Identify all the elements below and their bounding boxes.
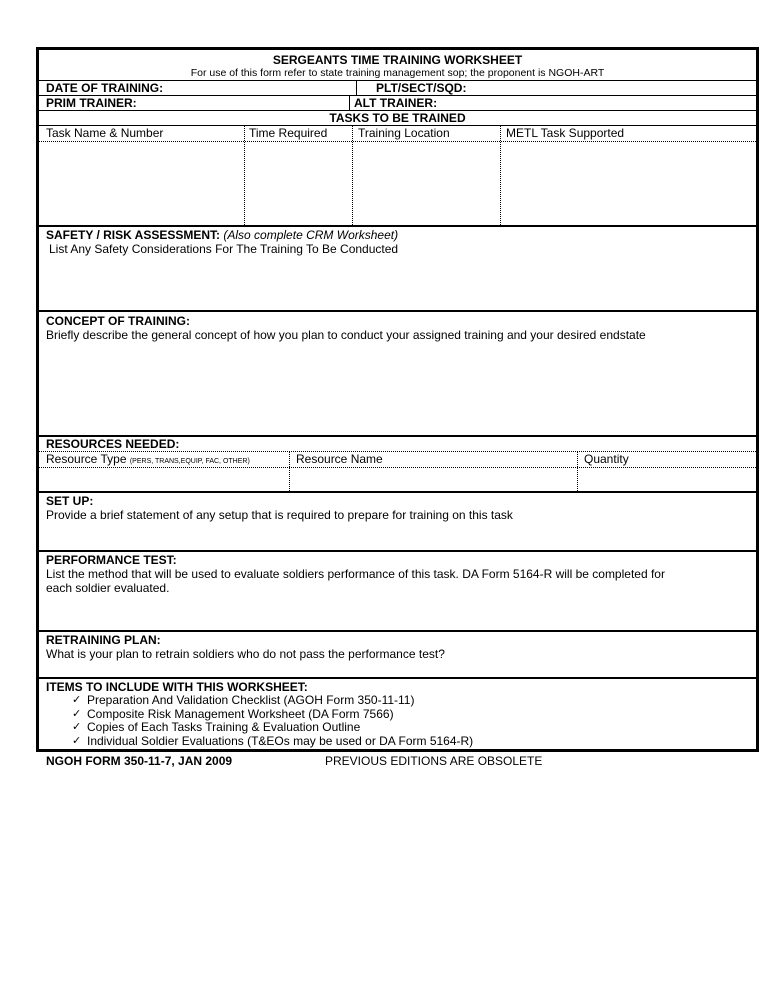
resource-type-label: Resource Type xyxy=(46,452,127,466)
performance-instructions-line2: each soldier evaluated. xyxy=(46,581,170,595)
setup-instructions: Provide a brief statement of any setup that is required to prepare for training on this task xyxy=(46,508,513,522)
safety-heading-note: (Also complete CRM Worksheet) xyxy=(223,228,399,242)
setup-heading: SET UP: xyxy=(46,494,94,508)
training-worksheet-form xyxy=(36,47,759,752)
quantity-column-header: Quantity xyxy=(584,452,629,466)
performance-heading: PERFORMANCE TEST: xyxy=(46,553,177,567)
resources-heading-row xyxy=(39,435,756,451)
checkmark-icon: ✓ xyxy=(72,734,82,747)
checkmark-icon: ✓ xyxy=(72,707,82,720)
concept-instructions: Briefly describe the general concept of how you plan to conduct your assigned training and your desired endstate xyxy=(46,328,646,342)
items-section xyxy=(39,677,756,749)
concept-section[interactable] xyxy=(39,310,756,435)
task-name-column-header: Task Name & Number xyxy=(46,126,164,140)
checkmark-icon: ✓ xyxy=(72,694,82,706)
setup-section[interactable] xyxy=(39,491,756,550)
safety-heading xyxy=(39,229,756,242)
items-heading: ITEMS TO INCLUDE WITH THIS WORKSHEET: xyxy=(46,680,308,694)
list-item: ✓ Copies of Each Tasks Training & Evaluation Outline xyxy=(72,720,361,734)
tasks-header-row xyxy=(39,125,756,141)
time-required-column-header: Time Required xyxy=(249,126,328,140)
retraining-instructions: What is your plan to retrain soldiers who do not pass the performance test? xyxy=(46,647,445,661)
resource-type-hint: (PERS, TRANS,EQUIP, FAC, OTHER) xyxy=(129,458,250,465)
list-item: ✓ Preparation And Validation Checklist (AGOH Form 350-11-11) xyxy=(72,693,415,707)
resources-entry-row[interactable] xyxy=(39,467,756,491)
retraining-section[interactable] xyxy=(39,630,756,677)
form-subtitle: For use of this form refer to state training management sop; the proponent is NGOH-ART xyxy=(190,67,605,79)
training-location-column-header: Training Location xyxy=(358,126,450,140)
list-item: ✓ Individual Soldier Evaluations (T&EOs may be used or DA Form 5164-R) xyxy=(72,733,474,748)
form-title: SERGEANTS TIME TRAINING WORKSHEET xyxy=(272,53,523,67)
prim-trainer-field[interactable]: PRIM TRAINER: xyxy=(46,96,137,110)
safety-heading-label: SAFETY / RISK ASSESSMENT: xyxy=(46,228,221,242)
metl-task-column-header: METL Task Supported xyxy=(506,126,625,140)
tasks-entry-area[interactable] xyxy=(39,141,756,225)
resource-type-column-header xyxy=(39,452,289,467)
performance-instructions-line1: List the method that will be used to evaluate soldiers performance of this task. DA Form 5164-R will be completed for xyxy=(46,567,665,581)
safety-instructions: List Any Safety Considerations For The Training To Be Conducted xyxy=(49,242,399,256)
resources-header-row xyxy=(39,451,756,467)
resource-name-column-header: Resource Name xyxy=(296,452,383,466)
plt-sect-sqd-field[interactable]: PLT/SECT/SQD: xyxy=(376,81,467,95)
list-item: ✓ Composite Risk Management Worksheet (DA Form 7566) xyxy=(72,706,394,721)
retraining-heading: RETRAINING PLAN: xyxy=(46,633,161,647)
items-list xyxy=(39,694,756,748)
performance-section[interactable] xyxy=(39,550,756,630)
resources-heading: RESOURCES NEEDED: xyxy=(46,437,180,451)
obsolete-notice: PREVIOUS EDITIONS ARE OBSOLETE xyxy=(325,754,543,768)
tasks-heading: TASKS TO BE TRAINED xyxy=(39,110,756,125)
date-row xyxy=(39,80,756,95)
form-number: NGOH FORM 350-11-7, JAN 2009 xyxy=(46,754,233,768)
trainer-row xyxy=(39,95,756,110)
concept-heading: CONCEPT OF TRAINING: xyxy=(46,314,190,328)
alt-trainer-field[interactable]: ALT TRAINER: xyxy=(354,96,438,110)
safety-section[interactable] xyxy=(39,225,756,310)
date-of-training-field[interactable]: DATE OF TRAINING: xyxy=(46,81,164,95)
checkmark-icon: ✓ xyxy=(72,721,82,733)
